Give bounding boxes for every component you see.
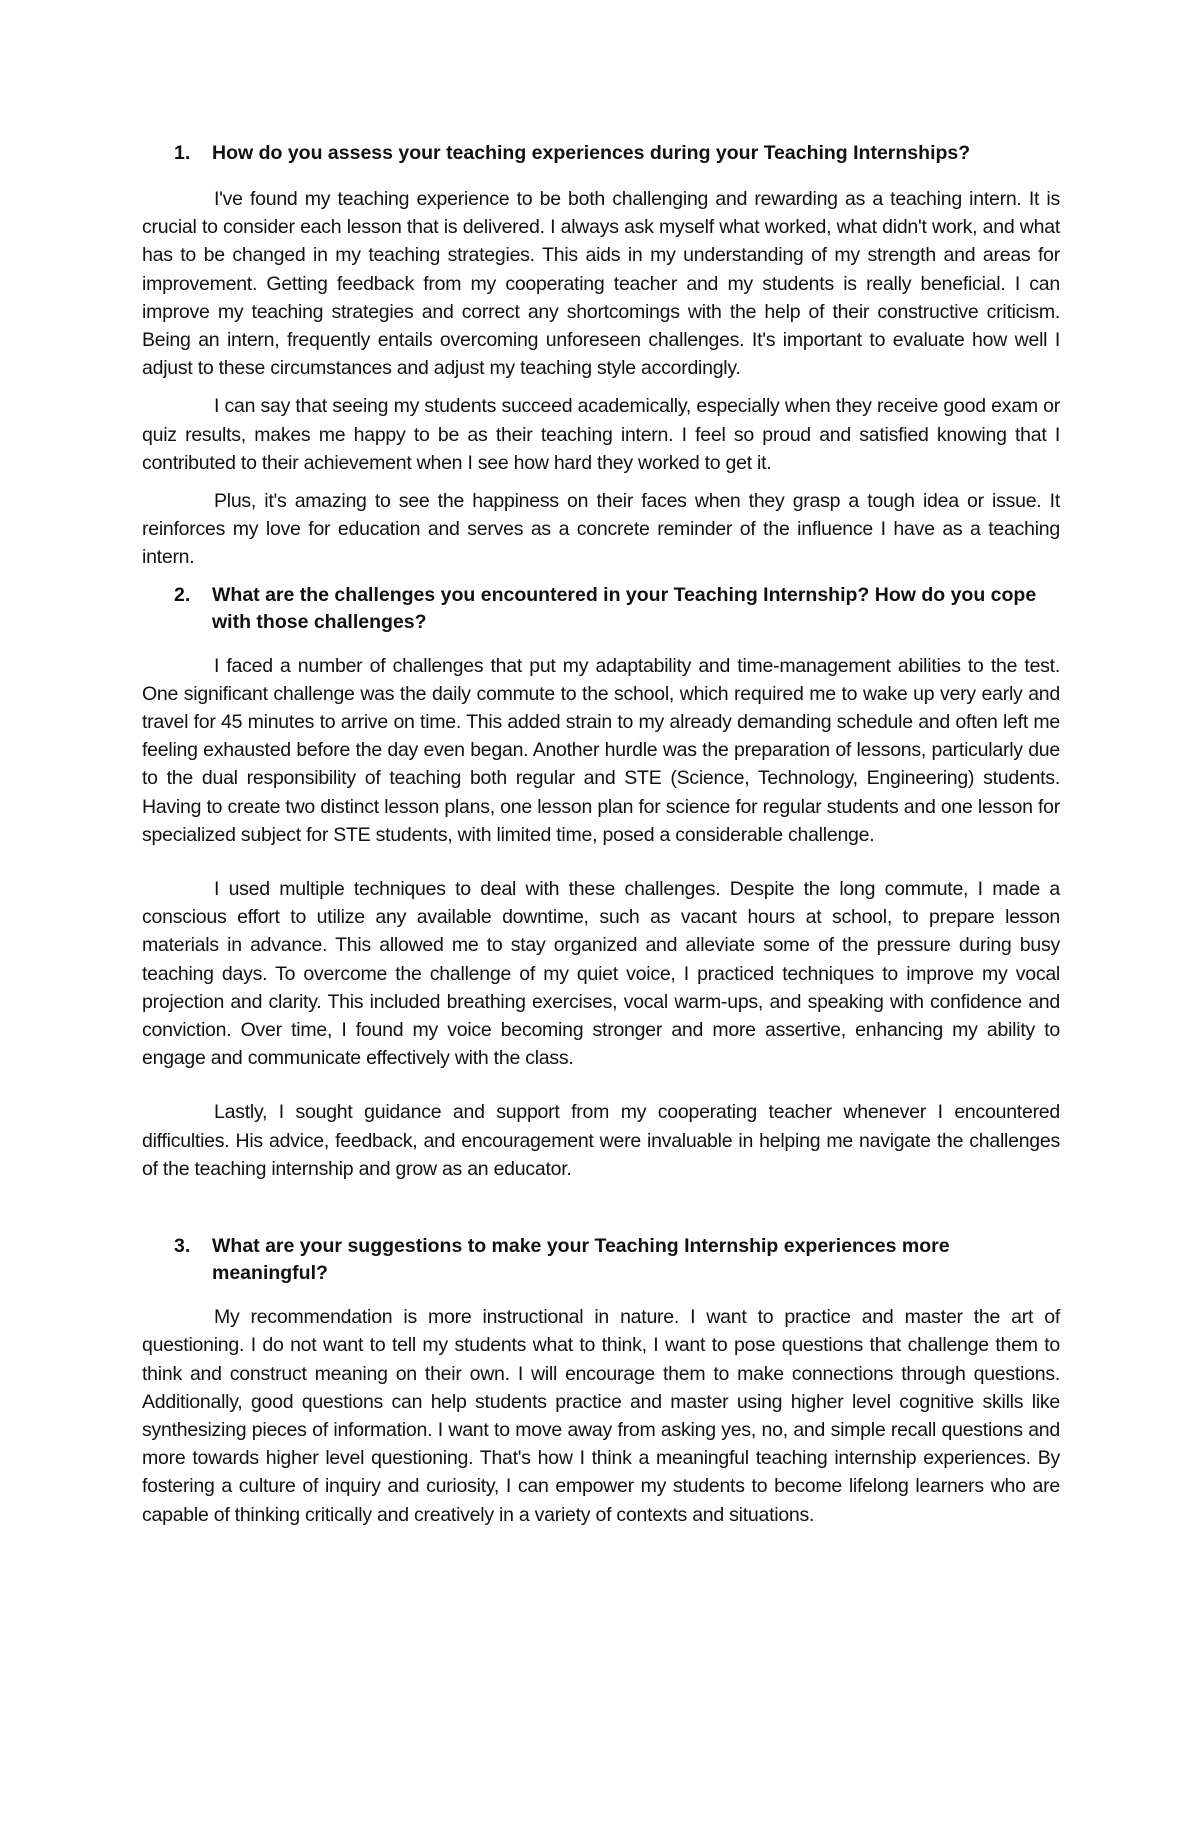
answer-paragraph: I can say that seeing my students succeed academically, especially when they receive good exam or quiz results, makes me happy to be as their teaching intern. I feel so proud and satisfied knowing that I contributed to their achievement when I see how hard they worked to get it. [142,395,1060,474]
answer-paragraph: I faced a number of challenges that put my adaptability and time-management abilities to the test. One significant challenge was the daily commute to the school, which required me to wake up very early and travel for 45 minutes to arrive on time. This added strain to my already demanding schedule and often left me feeling exhausted before the day even began. Another hurdle was the preparation of lessons, particularly due to the dual responsibility of teaching both regular and STE (Science, Technology, Engineering) students. Having to create two distinct lesson plans, one lesson plan for science for regular students and one lesson for specialized subject for STE students, with limited time, posed a considerable challenge. [142,654,1060,846]
answer-paragraph: Plus, it's amazing to see the happiness on their faces when they grasp a tough idea or issue. It reinforces my love for education and serves as a concrete reminder of the influence I have as a teaching intern. [142,490,1060,569]
question-number: 1. [174,142,191,164]
question-1 [142,140,1060,167]
question-2 [142,582,1060,636]
answer-paragraph: Lastly, I sought guidance and support from my cooperating teacher whenever I encountered difficulties. His advice, feedback, and encouragement were invaluable in helping me navigate the challenges of the teaching internship and grow as an educator. [142,1101,1060,1180]
question-text: What are your suggestions to make your Teaching Internship experiences more meaningful? [212,1235,950,1285]
answer-paragraph: My recommendation is more instructional in nature. I want to practice and master the art of questioning. I do not want to tell my students what to think, I want to pose questions that challenge them to think and construct meaning on their own. I will encourage them to make connections through questions. Additionally, good questions can help students practice and master using higher level cognitive skills like synthesizing pieces of information. I want to move away from asking yes, no, and simple recall questions and more towards higher level questioning. That's how I think a meaningful teaching internship experiences. By fostering a culture of inquiry and curiosity, I can empower my students to become lifelong learners who are capable of thinking critically and creatively in a variety of contexts and situations. [142,1306,1060,1526]
question-text: What are the challenges you encountered in your Teaching Internship? How do you cope with those challenges? [212,583,1037,633]
question-number: 3. [174,1235,191,1258]
question-number: 2. [174,583,191,606]
question-3 [142,1233,1060,1287]
answer-paragraph: I used multiple techniques to deal with these challenges. Despite the long commute, I made a conscious effort to utilize any available downtime, such as vacant hours at school, to prepare lesson materials in advance. This allowed me to stay organized and alleviate some of the pressure during busy teaching days. To overcome the challenge of my quiet voice, I practiced techniques to improve my vocal projection and clarity. This included breathing exercises, vocal warm-ups, and speaking with confidence and conviction. Over time, I found my voice becoming stronger and more assertive, enhancing my ability to engage and communicate effectively with the class. [142,878,1060,1070]
question-text: How do you assess your teaching experiences during your Teaching Internships? [212,142,971,164]
document-page [142,140,1060,1529]
answer-paragraph: I've found my teaching experience to be both challenging and rewarding as a teaching intern. It is crucial to consider each lesson that is delivered. I always ask myself what worked, what didn't work, and what has to be changed in my teaching strategies. This aids in my understanding of my strength and areas for improvement. Getting feedback from my cooperating teacher and my students is really beneficial. I can improve my teaching strategies and correct any shortcomings with the help of their constructive criticism. Being an intern, frequently entails overcoming unforeseen challenges. It's important to evaluate how well I adjust to these circumstances and adjust my teaching style accordingly. [142,188,1060,380]
